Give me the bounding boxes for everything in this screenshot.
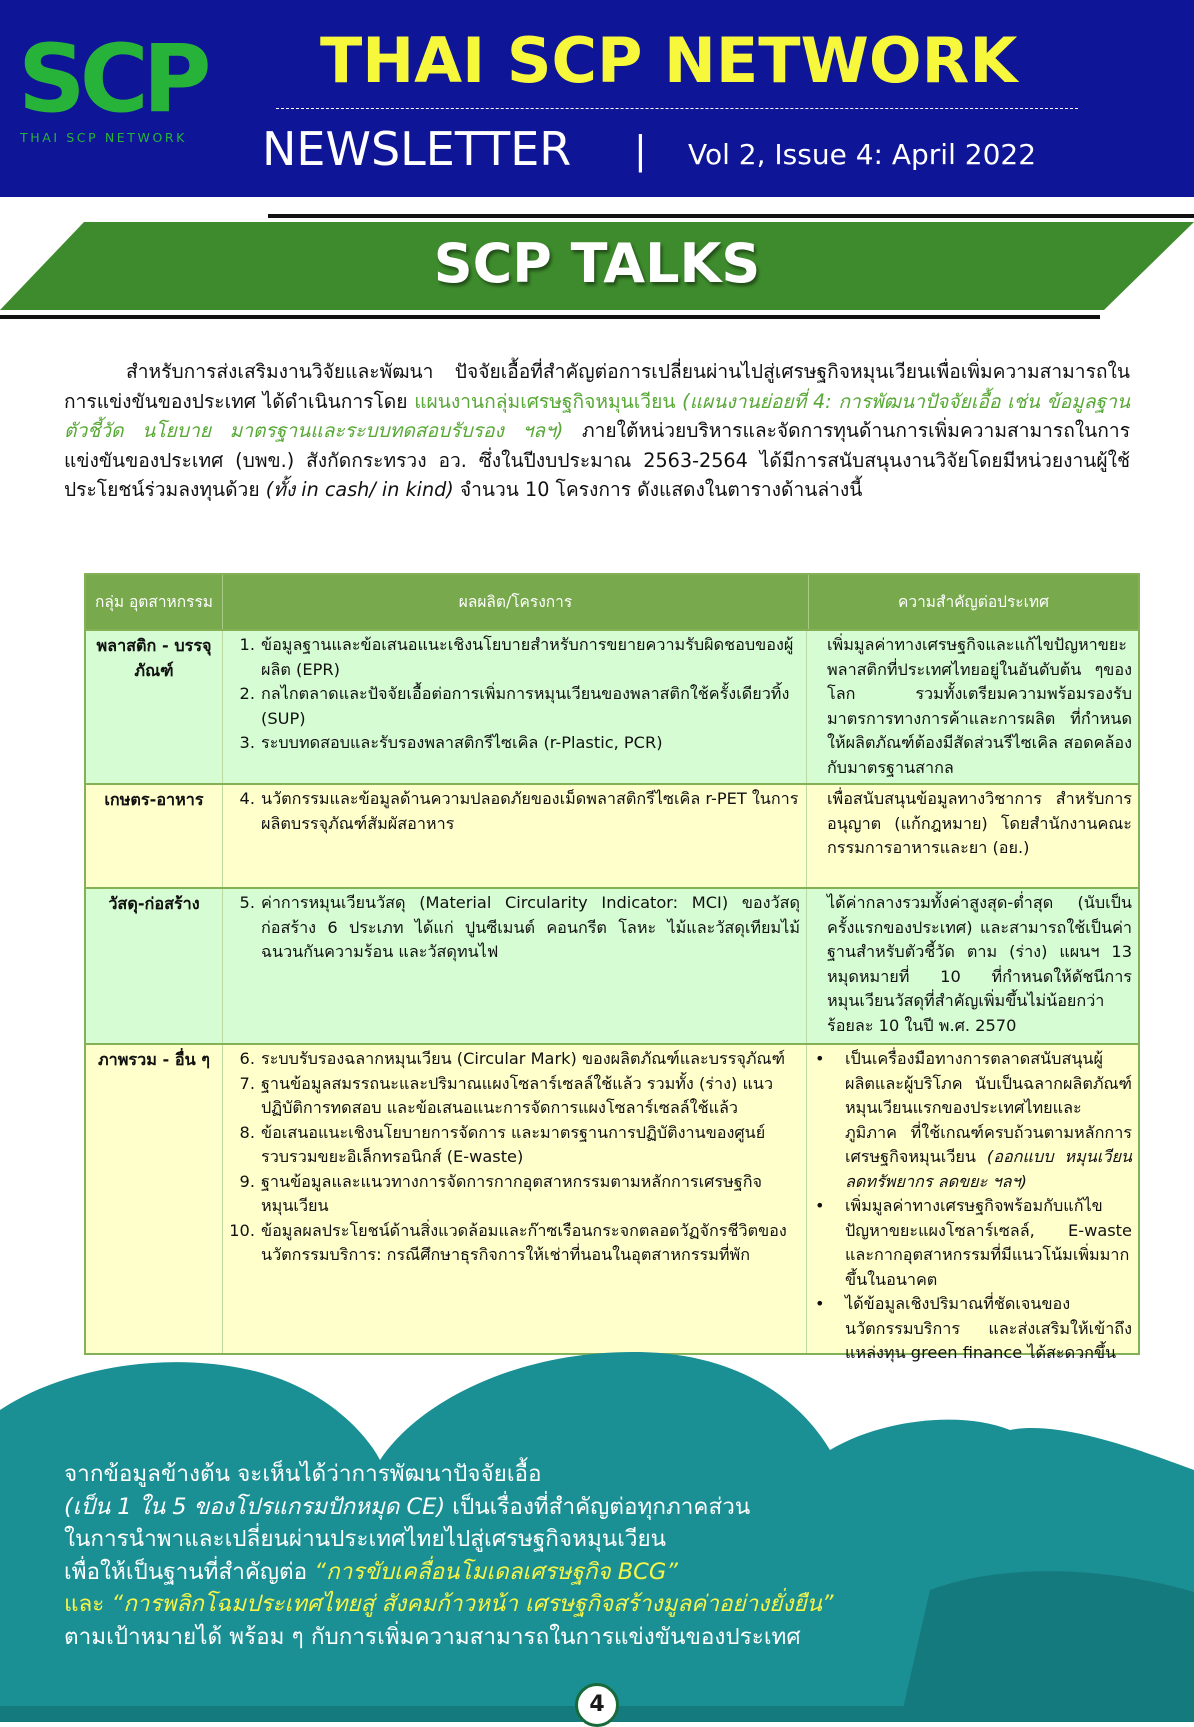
industry-group-cell: พลาสติก - บรรจุภัณฑ์ [96,636,212,680]
scp-logo [18,25,240,148]
importance-cell [807,1045,1138,1362]
list-item [231,633,800,682]
item-number: 10. [229,1220,255,1240]
projects-cell [222,631,807,783]
table-header [86,575,1138,629]
item-number: 4. [239,789,255,808]
newsletter-header [0,0,1194,197]
list-item [231,682,800,731]
list-item [231,891,800,965]
footer-line-4-highlight: “การขับเคลื่อนโมเดลเศรษฐกิจ BCG” [314,1558,678,1585]
logo-mark: SCP [18,25,206,134]
importance-cell: ได้ค่ากลางรวมทั้งค่าสูงสุด-ต่ำสุด (นับเป็นครั้งแรกของประเทศ) และสามารถใช้เป็นค่าฐานสำหรับตัวชี้วัด ตาม (ร่าง) แผนฯ 13 หมุดหมายที่ 10 ที่กำหนดให้ดัชนีการหมุนเวียนวัสดุที่สำคัญเพิ่มขึ้นไม่น้อยกว่าร้อยละ 10 ในปี พ.ศ. 2570 [827,893,1132,1035]
intro-highlight: แผนงานกลุ่มเศรษฐกิจหมุนเวียน [414,389,683,413]
item-number: 3. [239,733,255,752]
footer-line-5-highlight: “การพลิกโฉมประเทศไทยสู่ สังคมก้าวหน้า เศรษฐกิจสร้างมูลค่าอย่างยั่งยืน” [111,1591,834,1617]
bullet-italic: (ออกแบบ หมุนเวียน ลดทรัพยากร ลดขยะ ฯลฯ) [845,1147,1132,1191]
footer-line-5-text: และ [64,1591,112,1617]
projects-table [84,573,1140,1362]
section-title: SCP TALKS [433,232,761,295]
bullet-icon: • [815,1196,825,1215]
footer-summary [64,1458,1144,1653]
banner-rule-top [268,214,1194,218]
table-row [86,629,1138,783]
item-number: 6. [239,1049,255,1068]
projects-cell [222,1045,807,1353]
banner-rule-bottom [0,315,1100,319]
item-text: กลไกตลาดและปัจจัยเอื้อต่อการเพิ่มการหมุนเวียนของพลาสติกใช้ครั้งเดียวทิ้ง (SUP) [261,684,790,728]
projects-cell [222,785,807,887]
bullet-text: ได้ข้อมูลเชิงปริมาณที่ชัดเจนของนวัตกรรมบริการ และส่งเสริมให้เข้าถึงแหล่งทุน green finance ได้สะดวกขึ้น [845,1294,1132,1362]
item-text: ระบบรับรองฉลากหมุนเวียน (Circular Mark) ของผลิตภัณฑ์และบรรจุภัณฑ์ [261,1049,786,1068]
table-row [86,887,1138,1043]
industry-group-cell: ภาพรวม - อื่น ๆ [98,1050,210,1069]
intro-italic: (ทั้ง in cash/ in kind) [265,478,454,501]
item-text: ข้อเสนอแนะเชิงนโยบายการจัดการ และมาตรฐานการปฏิบัติงานของศูนย์รวบรวมขยะอิเล็กทรอนิกส์ (E-waste) [261,1122,766,1166]
item-text: ฐานข้อมูลสมรรถนะและปริมาณแผงโซลาร์เซลล์ใช้แล้ว รวมทั้ง (ร่าง) แนวปฏิบัติการทดสอบ และข้อเสนอแนะการจัดการแผงโซลาร์เซลล์ใช้แล้ว [261,1073,774,1117]
bullet-text [845,1047,1132,1194]
industry-group-cell: เกษตร-อาหาร [104,790,204,809]
item-text: ฐานข้อมูลและแนวทางการจัดการกากอุตสาหกรรมตามหลักการเศรษฐกิจหมุนเวียน [261,1171,762,1215]
list-item [231,731,800,756]
bullet-icon: • [815,1049,825,1068]
bullet-body: เป็นเครื่องมือทางการตลาดสนับสนุนผู้ผลิตและผู้บริโภค นับเป็นฉลากผลิตภัณฑ์หมุนเวียนแรกของประเทศไทยและภูมิภาค ที่ใช้เกณฑ์ครบถ้วนตามหลักการเศรษฐกิจหมุนเวียน [845,1049,1132,1166]
intro-highlight-italic: (แผนงานย่อยที่ 4: การพัฒนาปัจจัยเอื้อ เช่น ข้อมูลฐาน ตัวชี้วัด นโยบาย มาตรฐานและระบบทดสอบรับรอง ฯลฯ) [64,389,1130,442]
item-number: 9. [239,1171,255,1191]
logo-subtitle: THAI SCP NETWORK [20,130,187,145]
intro-text-1: สำหรับการส่งเสริมงานวิจัยและพัฒนา ปัจจัยเอื้อที่สำคัญต่อการเปลี่ยนผ่านไปสู่เศรษฐกิจหมุนเวียนเพื่อเพิ่มความสามารถในการแข่งขันของประเทศ ได้ดำเนินการโดย [64,360,1130,413]
bullet-icon: • [815,1294,825,1313]
list-item [231,1121,800,1170]
table-row [86,783,1138,887]
list-item [231,1072,800,1121]
bullet-item [813,1194,1132,1292]
bullet-item [813,1047,1132,1194]
item-number: 8. [239,1122,255,1142]
importance-cell: เพิ่มมูลค่าทางเศรษฐกิจและแก้ไขปัญหาขยะพลาสติกที่ประเทศไทยอยู่ในอันดับต้น ๆของโลก รวมทั้งเตรียมความพร้อมรองรับมาตรการทางการค้าและการผลิต ที่กำหนดให้ผลิตภัณฑ์ต้องมีสัดส่วนรีไซเคิล สอดคล้องกับมาตรฐานสากล [827,635,1132,777]
footer-line-2 [64,1491,1144,1524]
projects-cell [222,889,807,1043]
header-separator: | [634,128,647,172]
item-text: ค่าการหมุนเวียนวัสดุ (Material Circularity Indicator: MCI) ของวัสดุก่อสร้าง 6 ประเภท ได้แก่ ปูนซีเมนต์ คอนกรีต โลหะ ไม้และวัสดุเทียมไม้ ฉนวนกันความร้อน และวัสดุทนไฟ [261,893,800,961]
item-number: 1. [239,635,255,654]
header-title: THAI SCP NETWORK [320,24,1018,97]
header-projects: ผลผลิต/โครงการ [223,575,809,629]
footer-line-1: จากข้อมูลข้างต้น จะเห็นได้ว่าการพัฒนาปัจจัยเอื้อ [64,1461,542,1487]
footer-line-6: ตามเป้าหมายได้ พร้อม ๆ กับการเพิ่มความสามารถในการแข่งขันของประเทศ [64,1623,801,1650]
newsletter-label: NEWSLETTER [262,122,572,176]
item-number: 2. [239,684,255,703]
issue-label: Vol 2, Issue 4: April 2022 [688,138,1037,171]
industry-group-cell: วัสดุ-ก่อสร้าง [108,894,200,913]
importance-cell: เพื่อสนับสนุนข้อมูลทางวิชาการ สำหรับการอนุญาต (แก้กฎหมาย) โดยสำนักงานคณะกรรมการอาหารและยา (อย.) [827,789,1132,857]
page-number: 4 [575,1683,619,1727]
item-text: นวัตกรรมและข้อมูลด้านความปลอดภัยของเม็ดพลาสติกรีไซเคิล r-PET ในการผลิตบรรจุภัณฑ์สัมผัสอาหาร [261,789,799,833]
header-industry-group: กลุ่ม อุตสาหกรรม [86,575,223,629]
table-row [86,1043,1138,1362]
intro-text-2: ภายใต้หน่วยบริหารและจัดการทุนด้านการเพิ่มความสามารถในการแข่งขันของประเทศ (บพข.) สังกัดกระทรวง อว. ซึ่งในปีงบประมาณ 2563-2564 ได้มีการสนับสนุนงานวิจัยโดยมีหน่วยงานผู้ใช้ประโยชน์ร่วมลงทุนด้วย [64,419,1130,501]
item-number: 5. [239,893,255,912]
item-text: ข้อมูลผลประโยชน์ด้านสิ่งแวดล้อมและก๊าซเรือนกระจกตลอดวัฏจักรชีวิตของนวัตกรรมบริการ: กรณีศึกษาธุรกิจการให้เช่าที่นอนในอุตสาหกรรมที่พัก [261,1220,787,1264]
item-text: ระบบทดสอบและรับรองพลาสติกรีไซเคิล (r-Plastic, PCR) [261,733,663,752]
footer-line-4-text: เพื่อให้เป็นฐานที่สำคัญต่อ [64,1558,315,1585]
intro-paragraph [64,357,1130,505]
footer-line-5 [64,1588,1144,1621]
bullet-text: เพิ่มมูลค่าทางเศรษฐกิจพร้อมกับแก้ไขปัญหาขยะแผงโซลาร์เซลล์, E-waste และกากอุตสาหกรรมที่มีแนวโน้มเพิ่มมากขึ้นในอนาคต [845,1196,1132,1289]
footer-line-2-text: เป็นเรื่องที่สำคัญต่อทุกภาคส่วน [445,1493,751,1520]
item-text: ข้อมูลฐานและข้อเสนอแนะเชิงนโยบายสำหรับการขยายความรับผิดชอบของผู้ผลิต (EPR) [261,635,794,679]
intro-text-3: จำนวน 10 โครงการ ดังแสดงในตารางด้านล่างนี้ [453,478,863,501]
list-item [231,787,800,836]
footer-line-3: ในการนำพาและเปลี่ยนผ่านประเทศไทยไปสู่เศรษฐกิจหมุนเวียน [64,1526,667,1552]
header-importance: ความสำคัญต่อประเทศ [898,593,1049,611]
footer-line-2-italic: (เป็น 1 ใน 5 ของโปรแกรมปักหมุด CE) [64,1493,446,1520]
list-item [231,1047,800,1072]
list-item [231,1170,800,1219]
header-divider [276,108,1078,109]
footer-line-4 [64,1556,1144,1589]
item-number: 7. [239,1073,255,1093]
list-item [231,1219,800,1268]
